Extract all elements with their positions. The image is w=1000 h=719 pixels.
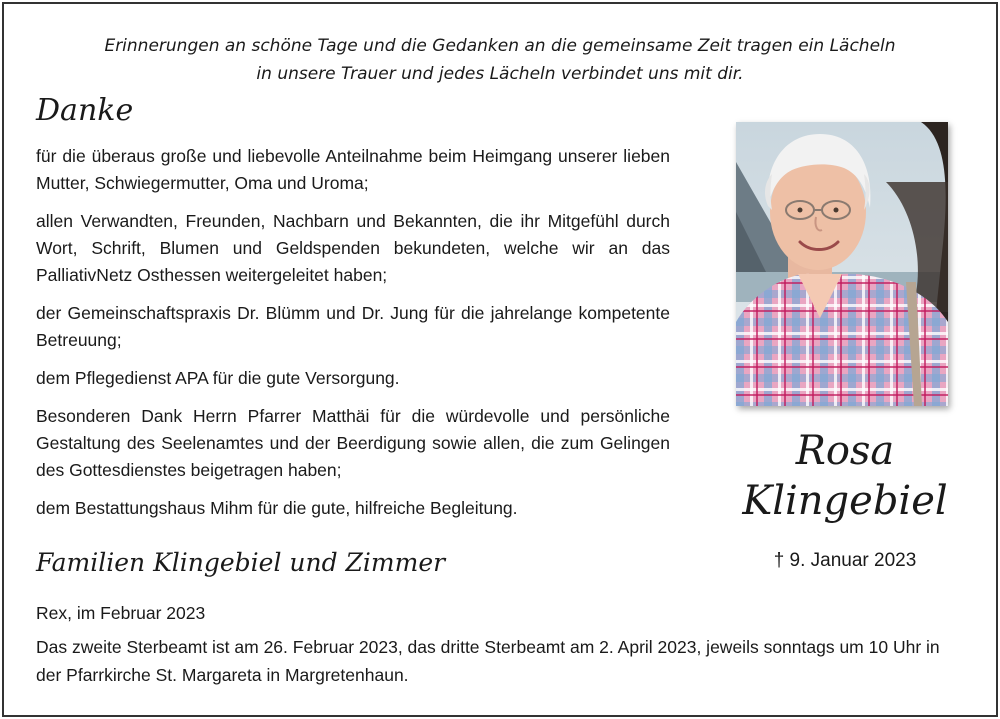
place-date: Rex, im Februar 2023 [36,603,206,623]
thanks-paragraph: für die überaus große und liebevolle Anteilnahme beim Heimgang unserer lieben Mutter, Schwiegermutter, Oma und Uroma; [36,146,670,193]
portrait-illustration [736,122,948,406]
deceased-first-name: Rosa [795,428,895,474]
deceased-last-name: Klingebiel [742,478,948,524]
opening-quote [60,32,940,88]
thanks-heading: Danke [36,93,134,128]
thanks-paragraph: dem Pflegedienst APA für die gute Versorgung. [36,368,400,388]
quote-line-1: Erinnerungen an schöne Tage und die Gedanken an die gemeinsame Zeit tragen ein Lächeln [104,36,896,56]
service-notice: Das zweite Sterbeamt ist am 26. Februar 2023, das dritte Sterbeamt am 2. April 2023, jeweils sonntags um 10 Uhr in der Pfarrkirche St. Margareta in Margretenhaun. [36,637,940,685]
thanks-paragraph: dem Bestattungshaus Mihm für die gute, hilfreiche Begleitung. [36,498,518,518]
thanks-paragraph: der Gemeinschaftspraxis Dr. Blümm und Dr. Jung für die jahrelange kompetente Betreuung; [36,303,670,350]
quote-line-2: in unsere Trauer und jedes Lächeln verbindet uns mit dir. [256,64,744,84]
family-signature: Familien Klingebiel und Zimmer [36,548,446,577]
thanks-text [36,143,670,533]
portrait-photo [736,122,948,406]
thanks-paragraph: Besonderen Dank Herrn Pfarrer Matthäi für die würdevolle und persönliche Gestaltung des Seelenamtes und der Beerdigung sowie allen, die zum Gelingen des Gottesdienstes beigetragen haben; [36,406,670,480]
death-date: † 9. Januar 2023 [773,550,917,571]
thanks-paragraph: allen Verwandten, Freunden, Nachbarn und Bekannten, die ihr Mitgefühl durch Wort, Schrift, Blumen und Geldspenden bekundeten, welche wir an das PalliativNetz Osthessen weitergeleitet haben; [36,211,670,285]
